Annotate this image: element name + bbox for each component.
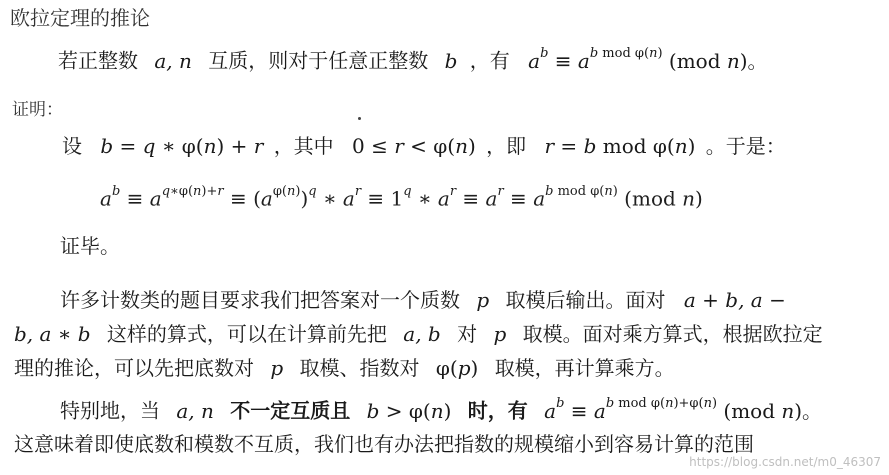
para2-line1 bbox=[60, 396, 823, 423]
para1-l3-b: 取模、指数对 bbox=[299, 356, 420, 380]
para1-l3-c: 取模，再计算乘方。 bbox=[494, 356, 675, 380]
para1-line2 bbox=[14, 324, 823, 344]
proof-cond: 0 ≤ r < φ(n) bbox=[352, 134, 476, 158]
para1-l2-b: 对 bbox=[457, 322, 478, 346]
proof-label: 证明： bbox=[12, 100, 63, 120]
para1-l1-b: 取模后输出。面对 bbox=[505, 288, 666, 312]
para1-l3-a: 理的推论，可以先把底数对 bbox=[14, 356, 254, 380]
para2-l1-an: a, n bbox=[176, 398, 214, 423]
proof-thus: 。于是： bbox=[705, 134, 786, 158]
proof-line-1 bbox=[62, 136, 786, 156]
para2-l1-b: 不一定互质且 bbox=[230, 398, 351, 423]
para2-l1-formula: $a^b \equiv a^{b mod \varphi(n)+\varphi(n)}$ (mod n)。 bbox=[544, 396, 823, 423]
para2-line2: 这意味着即使底数和模数不互质，我们也有办法把指数的规模缩小到容易计算的范围 bbox=[14, 432, 754, 456]
para1-l3-phi: φ(p) bbox=[435, 356, 479, 380]
proof-where: ，其中 bbox=[273, 134, 334, 158]
para1-l1-ops: a + b, a − bbox=[683, 288, 786, 312]
para1-line1 bbox=[60, 290, 786, 310]
section-title: 欧拉定理的推论 bbox=[10, 6, 150, 30]
theorem-comma: ，有 bbox=[469, 48, 510, 73]
stray-dot bbox=[358, 117, 361, 120]
para2-l1-c: 时，有 bbox=[467, 398, 528, 423]
para2-l1-a: 特别地，当 bbox=[60, 398, 160, 423]
theorem-line bbox=[58, 46, 768, 73]
theorem-formula: $a^b \equiv a^{b mod \varphi(n)}$ (mod n)。 bbox=[528, 46, 768, 73]
proof-b-def: b = q ∗ φ(n) + r bbox=[100, 134, 264, 158]
watermark: https://blog.csdn.net/m0_46307 bbox=[689, 455, 881, 469]
theorem-vars: a, n bbox=[154, 48, 192, 73]
para2-l1-cond: b > φ(n) bbox=[366, 398, 452, 423]
proof-ie: ，即 bbox=[486, 134, 527, 158]
theorem-middle: 互质，则对于任意正整数 bbox=[208, 48, 429, 73]
para1-l2-a: 这样的算式，可以在计算前先把 bbox=[106, 322, 387, 346]
theorem-intro: 若正整数 bbox=[58, 48, 138, 73]
proof-chain: $a^b \equiv a^{q∗\varphi(n)+r} \equiv (a^{\varphi(n)})^q$ ∗ $a^r \equiv 1^q$ ∗ $a^r \equiv a^r \equiv a^{b mod \varphi(n)}$ (mod n) bbox=[100, 184, 703, 211]
para1-l2-p: p bbox=[493, 322, 507, 346]
para1-l2-c: 取模。面对乘方算式，根据欧拉定 bbox=[522, 322, 823, 346]
para1-l3-p: p bbox=[270, 356, 284, 380]
theorem-b: b bbox=[444, 48, 458, 73]
proof-set: 设 bbox=[62, 134, 82, 158]
para1-l2-ops: b, a ∗ b bbox=[14, 322, 91, 346]
qed: 证毕。 bbox=[60, 234, 120, 258]
para1-l1-p: p bbox=[476, 288, 490, 312]
proof-r-def: r = b mod φ(n) bbox=[544, 134, 696, 158]
para1-l1-a: 许多计数类的题目要求我们把答案对一个质数 bbox=[60, 288, 460, 312]
para1-line3 bbox=[14, 358, 675, 378]
para1-l2-ab: a, b bbox=[403, 322, 441, 346]
